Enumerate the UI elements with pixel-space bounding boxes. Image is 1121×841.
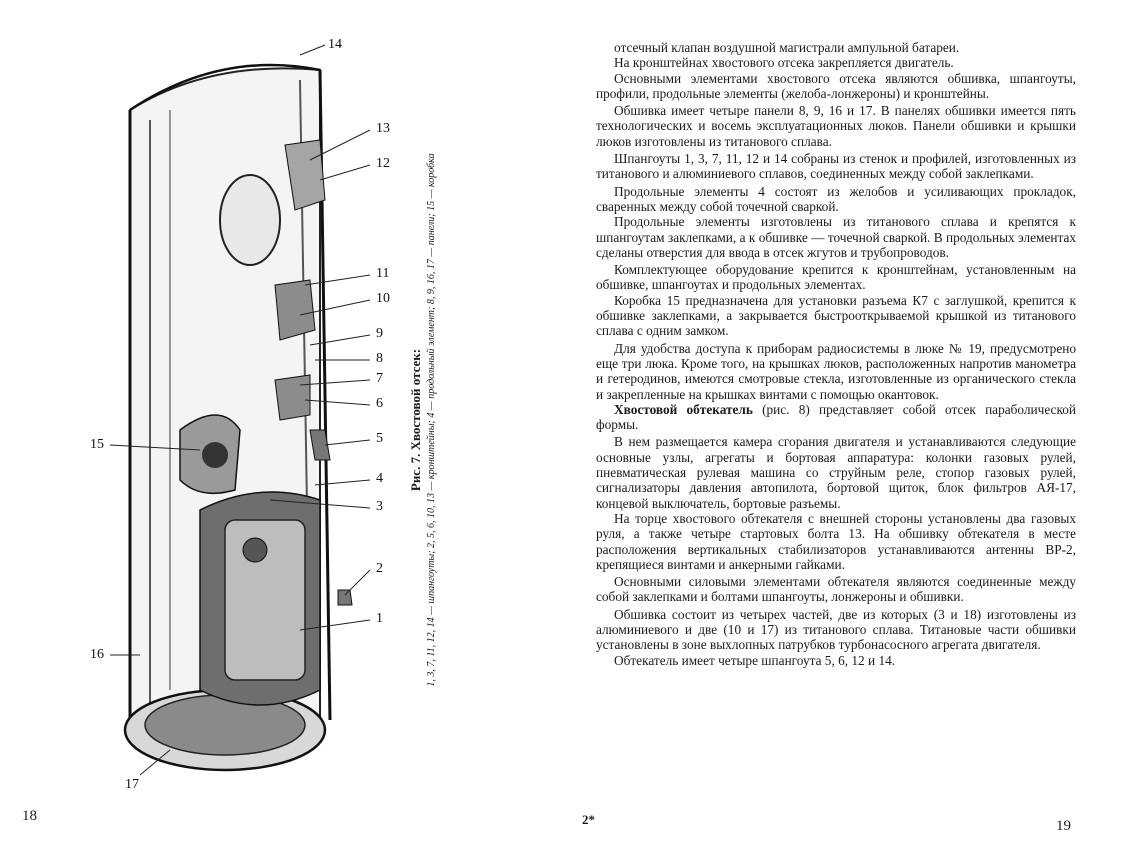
paragraph: На торце хвостового обтекателя с внешней стороны установлены два газовых руля, а также четыре стартовых болта 13. На обшивку обтекателя в месте расположения вертикальных стабилизаторов устанавливаются антенны ВР-2, крепящиеся винтами и анкерными гайками. <box>596 510 1076 572</box>
callout-9: 9 <box>376 326 383 341</box>
paragraph: Обшивка состоит из четырех частей, две из которых (3 и 18) изготовлены из алюминиевого и две (10 и 17) из титанового сплава. Титановые части обшивки установлены в зоне выхлопных патрубков турбонасосного агрегата двигателя. <box>596 606 1076 653</box>
paragraph: Для удобства доступа к приборам радиосистемы в люке № 19, предусмотрено еще три люка. Кроме того, на крышках люков, расположенных напротив манометра и гетеродинов, имеются смотровые стекла, изготовленные из органического стекла и закрепленные на крышках винтами с помощью окантовок. <box>596 340 1076 402</box>
paragraph: Обтекатель имеет четыре шпангоута 5, 6, 12 и 14. <box>614 652 896 668</box>
paragraph: Продольные элементы изготовлены из титанового сплава и крепятся к шпангоутам заклепками, а к обшивке — точечной сваркой. В продольных элементах сделаны отверстия для ввода в отсек жгутов и трубопроводов. <box>596 214 1076 260</box>
paragraph: Основными силовыми элементами обтекателя являются соединенные между собой заклепками и болтами шпангоуты, лонжероны и обшивки. <box>596 574 1076 605</box>
bracket-2 <box>338 590 352 605</box>
engine-fitting <box>243 538 267 562</box>
callout-16: 16 <box>90 647 104 662</box>
body-text <box>596 40 1076 668</box>
callout-7: 7 <box>376 371 383 386</box>
callout-8: 8 <box>376 351 383 366</box>
callout-3: 3 <box>376 499 383 514</box>
paragraph: Коробка 15 предназначена для установки разъема К7 с заглушкой, крепится к обшивке заклепками, а закрывается быстрооткрываемой крышкой из титанового сплава с одним замком. <box>596 292 1076 339</box>
bracket-6 <box>275 375 310 420</box>
callout-15: 15 <box>90 437 104 452</box>
callout-11: 11 <box>376 266 390 281</box>
paragraph: Комплектующее оборудование крепится к кронштейнам, установленным на обшивке, шпангоутах и продольных элементах. <box>596 262 1076 293</box>
section-heading-rest: (рис. 8) представляет собой отсек параболической формы. <box>596 401 1076 433</box>
connector-socket <box>202 442 228 468</box>
paragraph: На кронштейнах хвостового отсека закрепляется двигатель. <box>614 55 954 71</box>
right-page <box>560 0 1121 841</box>
paragraph: Шпангоуты 1, 3, 7, 11, 12 и 14 собраны из стенок и профилей, изготовленных из титанового и алюминиевого сплавов, соединенных между собой заклепками. <box>596 151 1076 182</box>
page-number-left: 18 <box>22 808 37 824</box>
signature-mark: 2* <box>582 812 595 827</box>
paragraph-section-head <box>596 402 1076 433</box>
callout-17: 17 <box>125 777 139 792</box>
caption-title: Рис. 7. Хвостовой отсек: <box>408 348 423 492</box>
page-number-right: 19 <box>1056 818 1071 834</box>
left-page <box>0 0 560 841</box>
oval-hatch <box>220 175 280 265</box>
paragraph: Основными элементами хвостового отсека являются обшивка, шпангоуты, профили, продольные элементы (желоба-лонжероны) и кронштейны. <box>596 70 1076 101</box>
callout-13: 13 <box>376 121 390 136</box>
paragraph: В нем размещается камера сгорания двигателя и устанавливаются следующие основные узлы, агрегаты и бортовая аппаратура: колонки газовых рулей, пневматическая рулевая машина со струйным реле, стопор газовых рулей, сигнализаторы давления автопилота, бортовой щиток, блок фильтров АЯ-17, концевой выключатель, бортовые разъемы. <box>596 434 1076 511</box>
section-heading: Хвостовой обтекатель <box>614 401 753 417</box>
bracket-10 <box>275 280 315 340</box>
end-frame-inner <box>145 695 305 755</box>
callout-14: 14 <box>328 37 342 52</box>
callout-12: 12 <box>376 156 390 171</box>
paragraph: Продольные элементы 4 состоят из желобов и усиливающих прокладок, сваренных между собой точечной сваркой. <box>596 183 1076 214</box>
figure-caption <box>408 40 448 800</box>
callout-1: 1 <box>376 611 383 626</box>
caption-legend: 1, 3, 7, 11, 12, 14 — шпангоуты; 2, 5, 6, 10, 13 — кронштейны; 4 — продольный элемент; 8, 9, 16, 17 — панели; 15 — коробка <box>426 153 437 687</box>
callout-4: 4 <box>376 471 383 486</box>
callout-5: 5 <box>376 431 383 446</box>
callout-2: 2 <box>376 561 383 576</box>
callout-6: 6 <box>376 396 383 411</box>
paragraph: Обшивка имеет четыре панели 8, 9, 16 и 17. В панелях обшивки имеется пять технологических и восемь эксплуатационных люков. Панели обшивки и крышки люков изготовлены из титанового сплава. <box>596 103 1076 149</box>
callout-10: 10 <box>376 291 390 306</box>
paragraph: отсечный клапан воздушной магистрали ампульной батареи. <box>614 40 960 55</box>
